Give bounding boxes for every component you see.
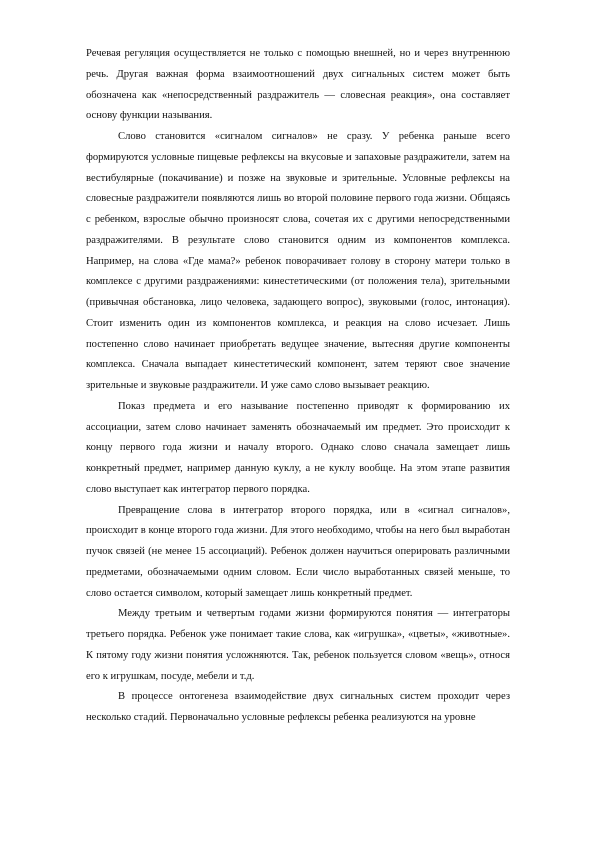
- paragraph-1: Речевая регуляция осуществляется не только с помощью внешней, но и через внутреннюю речь. Другая важная форма взаимоотношений двух сигнальных систем может быть обозначена как «непосредственный раздражитель — словесная реакция», она составляет основу функции называния.: [86, 48, 510, 122]
- paragraph-6: В процессе онтогенеза взаимодействие двух сигнальных систем проходит через несколько стадий. Первоначально условные рефлексы ребенка реализуются на уровне: [86, 691, 510, 723]
- paragraph-5: Между третьим и четвертым годами жизни формируются понятия — интеграторы третьего порядка. Ребенок уже понимает такие слова, как «игрушка», «цветы», «животные». К пятому году жизни понятия усложняются. Так, ребенок пользуется словом «вещь», относя его к игрушкам, посуде, мебели и т.д.: [86, 608, 510, 682]
- paragraph-3: Показ предмета и его называние постепенно приводят к формированию их ассоциации, затем слово начинает заменять обозначаемый им предмет. Это происходит к концу первого года жизни и началу второго. Однако слово сначала замещает лишь конкретный предмет, например данную куклу, а не куклу вообще. На этом этапе развития слово выступает как интегратор первого порядка.: [86, 400, 510, 495]
- document-body: [86, 44, 510, 729]
- paragraph-4: Превращение слова в интегратор второго порядка, или в «сигнал сигналов», происходит в конце второго года жизни. Для этого необходимо, чтобы на него был выработан пучок связей (не менее 15 ассоциаций). Ребенок должен научиться оперировать различными предметами, обозначаемыми одним словом. Если число выработанных связей меньше, то слово остается символом, который замещает лишь конкретный предмет.: [86, 504, 510, 599]
- paragraph-2: Слово становится «сигналом сигналов» не сразу. У ребенка раньше всего формируются условные пищевые рефлексы на вкусовые и запаховые раздражители, затем на вестибулярные (покачивание) и позже на звуковые и зрительные. Условные рефлексы на словесные раздражители появляются лишь во второй половине первого года жизни. Общаясь с ребенком, взрослые обычно произносят слова, сочетая их с другими непосредственными раздражителями. В результате слово становится одним из компонентов комплекса. Например, на слова «Где мама?» ребенок поворачивает голову в сторону матери только в комплексе с другими раздражениями: кинестетическими (от положения тела), зрительными (привычная обстановка, лицо человека, задающего вопрос), звуковыми (голос, интонация). Стоит изменить один из компонентов комплекса, и реакция на слово исчезает. Лишь постепенно слово начинает приобретать ведущее значение, вытесняя другие компоненты комплекса. Сначала выпадает кинестетический компонент, затем теряют свое значение зрительные и звуковые раздражители. И уже само слово вызывает реакцию.: [86, 131, 510, 391]
